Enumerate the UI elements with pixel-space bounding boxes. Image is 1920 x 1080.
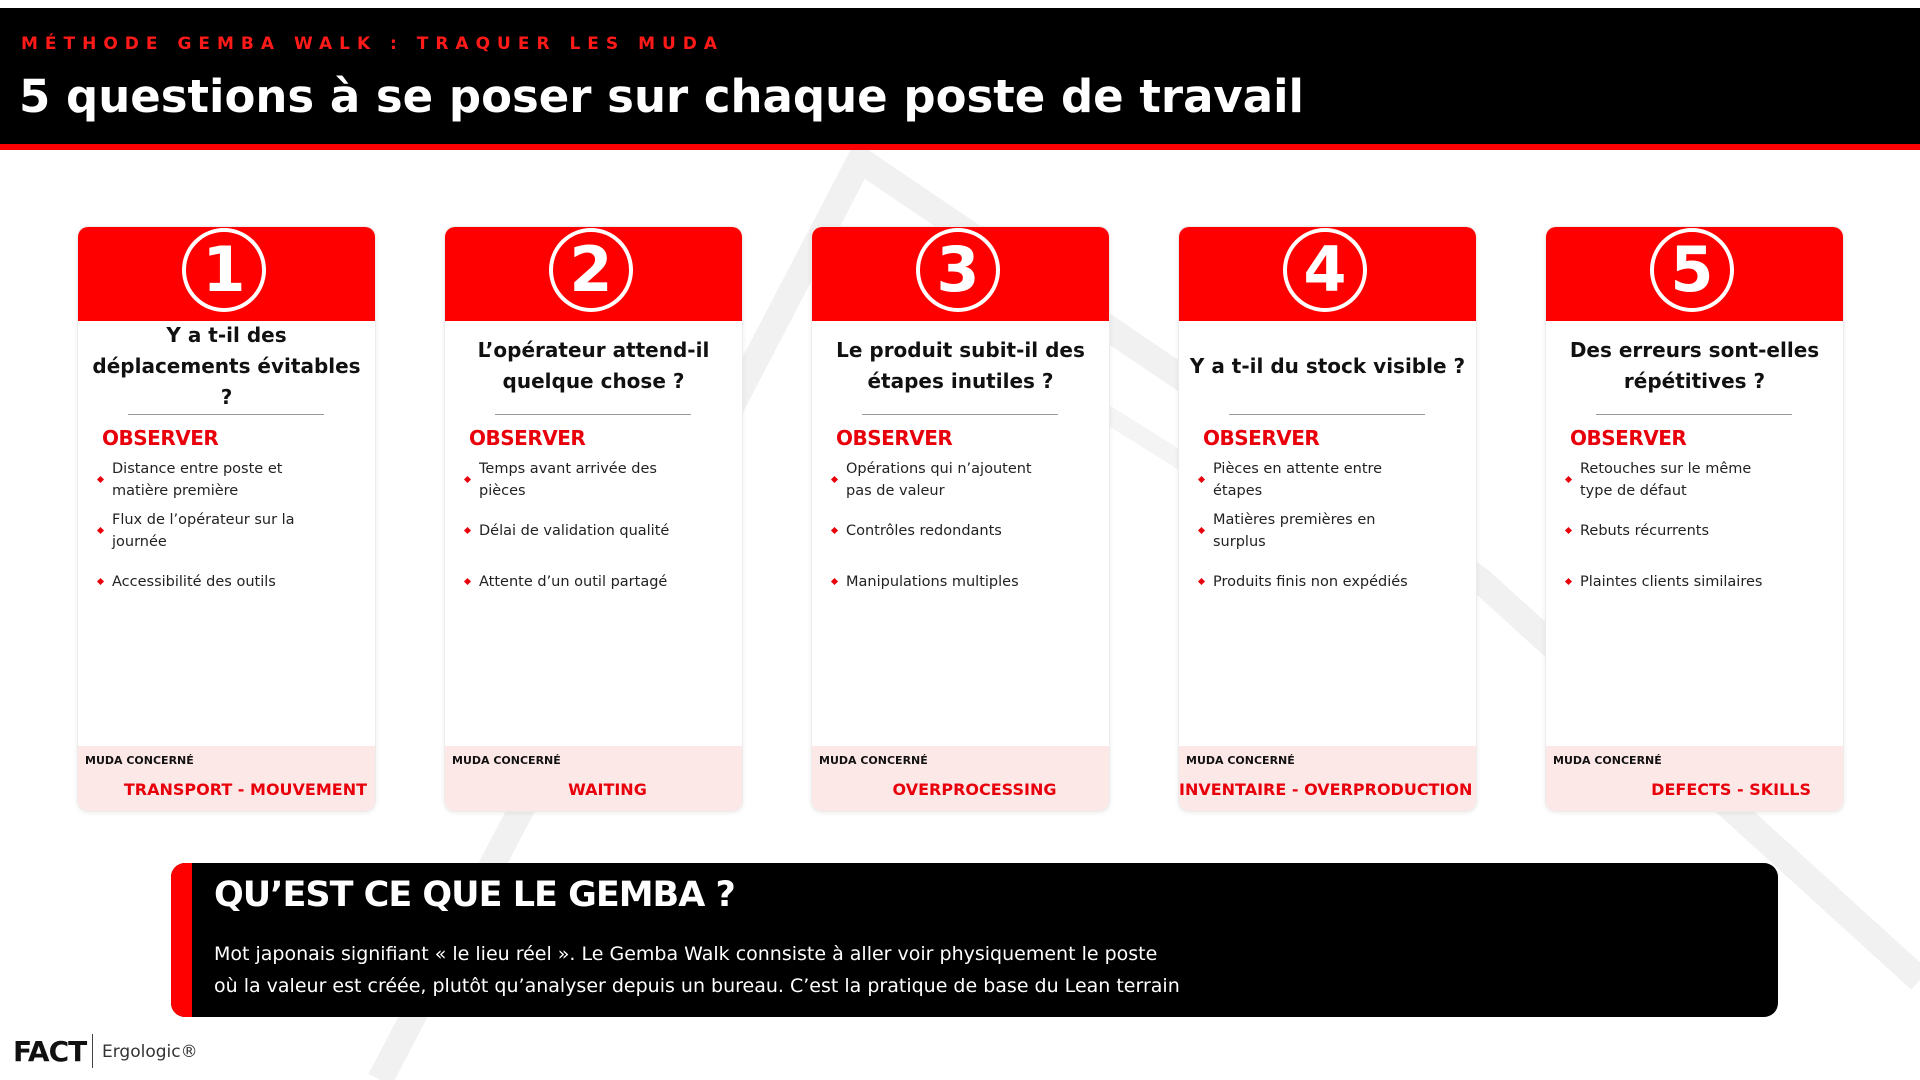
bullet-icon (1198, 476, 1205, 483)
bullet-icon (464, 578, 471, 585)
observe-item: Rebuts récurrents (1566, 505, 1826, 556)
observe-item: Flux de l’opérateur sur la journée (98, 505, 358, 556)
card-header (78, 227, 375, 321)
divider (1596, 414, 1792, 415)
question-text: Y a t-il du stock visible ? (1189, 353, 1466, 378)
divider (495, 414, 691, 415)
gemba-description-line-1: Mot japonais signifiant « le lieu réel ». Le Gemba Walk connsiste à aller voir physiquement le poste (214, 943, 1158, 965)
observe-label: OBSERVER (102, 426, 219, 450)
observe-item: Distance entre poste et matière première (98, 454, 358, 505)
eyebrow-label: MÉTHODE GEMBA WALK : TRAQUER LES MUDA (21, 34, 725, 54)
observe-label: OBSERVER (1203, 426, 1320, 450)
bullet-icon (464, 527, 471, 534)
observe-item: Plaintes clients similaires (1566, 556, 1826, 607)
gemba-definition-box (171, 863, 1778, 1017)
muda-caption: MUDA CONCERNÉ (85, 754, 194, 767)
question-number: 5 (1650, 228, 1734, 312)
bullet-icon (831, 476, 838, 483)
gemba-accent-bar (171, 863, 192, 1017)
muda-caption: MUDA CONCERNÉ (1186, 754, 1295, 767)
observe-label: OBSERVER (836, 426, 953, 450)
observe-list (465, 454, 725, 607)
question-text: Le produit subit-il des étapes inutiles ? (836, 338, 1085, 393)
observe-item: Matières premières en surplus (1199, 505, 1459, 556)
card-header (1179, 227, 1476, 321)
bullet-icon (831, 527, 838, 534)
muda-value: DEFECTS - SKILLS (1651, 780, 1811, 799)
bullet-icon (1565, 476, 1572, 483)
question-number: 2 (549, 228, 633, 312)
muda-value: INVENTAIRE - OVERPRODUCTION (1179, 780, 1473, 799)
muda-box (812, 746, 1109, 811)
muda-box (445, 746, 742, 811)
observe-item: Retouches sur le même type de défaut (1566, 454, 1826, 505)
header-bar (0, 8, 1920, 144)
observe-list (98, 454, 358, 607)
gemba-description-line-2: où la valeur est créée, plutôt qu’analyser depuis un bureau. C’est la pratique de base du Lean terrain (214, 975, 1180, 997)
observe-item: Attente d’un outil partagé (465, 556, 725, 607)
bullet-icon (1198, 578, 1205, 585)
page-title: 5 questions à se poser sur chaque poste de travail (19, 70, 1304, 123)
question-text: Des erreurs sont-elles répétitives ? (1569, 338, 1820, 393)
divider (128, 414, 324, 415)
question-card-2 (445, 227, 742, 811)
muda-value: WAITING (568, 780, 647, 799)
observe-label: OBSERVER (1570, 426, 1687, 450)
fact-logo: FACT (13, 1035, 87, 1068)
muda-caption: MUDA CONCERNÉ (1553, 754, 1662, 767)
muda-value: OVERPROCESSING (892, 780, 1057, 799)
question-number: 1 (182, 228, 266, 312)
question-card-4 (1179, 227, 1476, 811)
observe-list (1566, 454, 1826, 607)
header-accent-line (0, 144, 1920, 150)
divider (1229, 414, 1425, 415)
gemba-description (214, 938, 1514, 1002)
observe-item: Contrôles redondants (832, 505, 1092, 556)
observe-item: Pièces en attente entre étapes (1199, 454, 1459, 505)
observe-item: Temps avant arrivée des pièces (465, 454, 725, 505)
card-header (445, 227, 742, 321)
observe-list (832, 454, 1092, 607)
bullet-icon (1565, 578, 1572, 585)
question-text: Y a t-il des déplacements évitables ? (92, 322, 361, 409)
bullet-icon (831, 578, 838, 585)
bullet-icon (1198, 527, 1205, 534)
question-card-3 (812, 227, 1109, 811)
bullet-icon (464, 476, 471, 483)
footer-separator (92, 1034, 93, 1068)
muda-value: TRANSPORT - MOUVEMENT (123, 780, 367, 799)
ergologic-brand: Ergologic® (102, 1042, 198, 1062)
bullet-icon (97, 527, 104, 534)
question-card-5 (1546, 227, 1843, 811)
question-number: 4 (1283, 228, 1367, 312)
question-number: 3 (916, 228, 1000, 312)
card-header (812, 227, 1109, 321)
divider (862, 414, 1058, 415)
muda-box (1546, 746, 1843, 811)
observe-label: OBSERVER (469, 426, 586, 450)
question-text: L’opérateur attend-il quelque chose ? (477, 338, 710, 393)
observe-item: Opérations qui n’ajoutent pas de valeur (832, 454, 1092, 505)
observe-item: Accessibilité des outils (98, 556, 358, 607)
observe-item: Manipulations multiples (832, 556, 1092, 607)
observe-list (1199, 454, 1459, 607)
gemba-title: QU’EST CE QUE LE GEMBA ? (214, 875, 735, 915)
card-header (1546, 227, 1843, 321)
bullet-icon (97, 476, 104, 483)
muda-caption: MUDA CONCERNÉ (452, 754, 561, 767)
muda-box (1179, 746, 1476, 811)
question-card-1 (78, 227, 375, 811)
muda-caption: MUDA CONCERNÉ (819, 754, 928, 767)
bullet-icon (97, 578, 104, 585)
observe-item: Produits finis non expédiés (1199, 556, 1459, 607)
observe-item: Délai de validation qualité (465, 505, 725, 556)
bullet-icon (1565, 527, 1572, 534)
muda-box (78, 746, 375, 811)
